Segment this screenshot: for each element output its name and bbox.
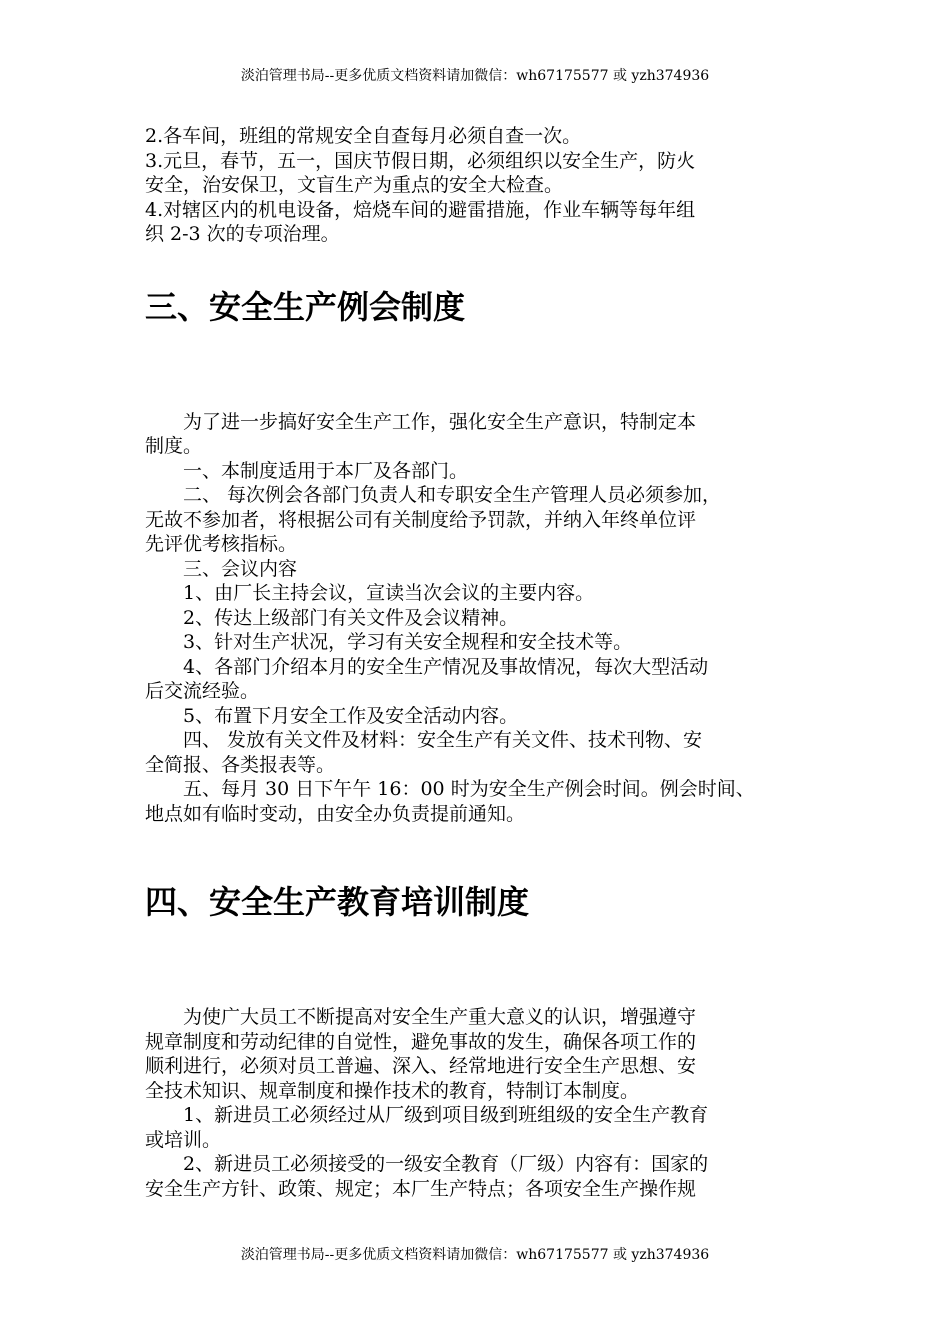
text-line: 4.对辖区内的机电设备，焙烧车间的避雷措施，作业车辆等每年组 [145, 198, 696, 221]
text-line: 4、各部门介绍本月的安全生产情况及事故情况，每次大型活动 [183, 655, 709, 678]
text-line: 3.元旦，春节，五一，国庆节假日期，必须组织以安全生产，防火 [145, 149, 696, 172]
text-line: 5、布置下月安全工作及安全活动内容。 [183, 704, 519, 727]
text-line: 全技术知识、规章制度和操作技术的教育，特制订本制度。 [145, 1079, 640, 1102]
text-line: 为使广大员工不断提高对安全生产重大意义的认识，增强遵守 [183, 1006, 697, 1028]
text-line: 一、本制度适用于本厂及各部门。 [183, 459, 469, 482]
section-4-body [145, 1005, 825, 1201]
section-heading-4: 四、安全生产教育培训制度 [145, 883, 530, 921]
text-line: 2、传达上级部门有关文件及会议精神。 [183, 606, 519, 629]
text-line: 1、新进员工必须经过从厂级到项目级到班组级的安全生产教育 [183, 1104, 709, 1126]
text-line: 先评优考核指标。 [145, 533, 298, 555]
text-line: 全简报、各类报表等。 [145, 753, 336, 776]
page-footer: 淡泊管理书局--更多优质文档资料请加微信：wh67175577 或 yzh374936 [240, 1247, 710, 1263]
text-line: 织 2-3 次的专项治理。 [145, 223, 340, 245]
text-line: 顺利进行，必须对员工普遍、深入、经常地进行安全生产思想、安 [145, 1055, 697, 1077]
text-line: 安全生产方针、政策、规定；本厂生产特点；各项安全生产操作规 [145, 1177, 697, 1200]
text-line: 二、 每次例会各部门负责人和专职安全生产管理人员必须参加， [183, 484, 722, 506]
document-body [145, 124, 825, 1201]
text-line: 后交流经验。 [145, 680, 260, 702]
text-line: 制度。 [145, 435, 203, 457]
text-line: 无故不参加者，将根据公司有关制度给予罚款，并纳入年终单位评 [145, 508, 697, 531]
page-header: 淡泊管理书局--更多优质文档资料请加微信：wh67175577 或 yzh374936 [240, 68, 710, 84]
section-heading-3: 三、安全生产例会制度 [145, 287, 466, 326]
text-line: 三、会议内容 [183, 557, 298, 580]
text-line: 地点如有临时变动，由安全办负责提前通知。 [145, 802, 526, 825]
text-line: 五、每月 30 日下午午 16：00 时为安全生产例会时间。例会时间、 [183, 778, 755, 800]
text-line: 1、由厂长主持会议，宣读当次会议的主要内容。 [183, 582, 595, 604]
text-line: 2、新进员工必须接受的一级安全教育（厂级）内容有：国家的 [183, 1153, 709, 1175]
intro-block [145, 124, 825, 247]
text-line: 2.各车间，班组的常规安全自查每月必须自查一次。 [145, 125, 582, 147]
text-line: 3、针对生产状况，学习有关安全规程和安全技术等。 [183, 631, 633, 653]
text-line: 规章制度和劳动纪律的自觉性，避免事故的发生，确保各项工作的 [145, 1030, 697, 1053]
text-line: 安全，治安保卫，文盲生产为重点的安全大检查。 [145, 174, 564, 196]
text-line: 为了进一步搞好安全生产工作，强化安全生产意识，特制定本 [183, 410, 697, 433]
section-3-body [145, 410, 825, 827]
text-line: 四、 发放有关文件及材料：安全生产有关文件、技术刊物、安 [183, 729, 703, 751]
text-line: 或培训。 [145, 1128, 222, 1151]
